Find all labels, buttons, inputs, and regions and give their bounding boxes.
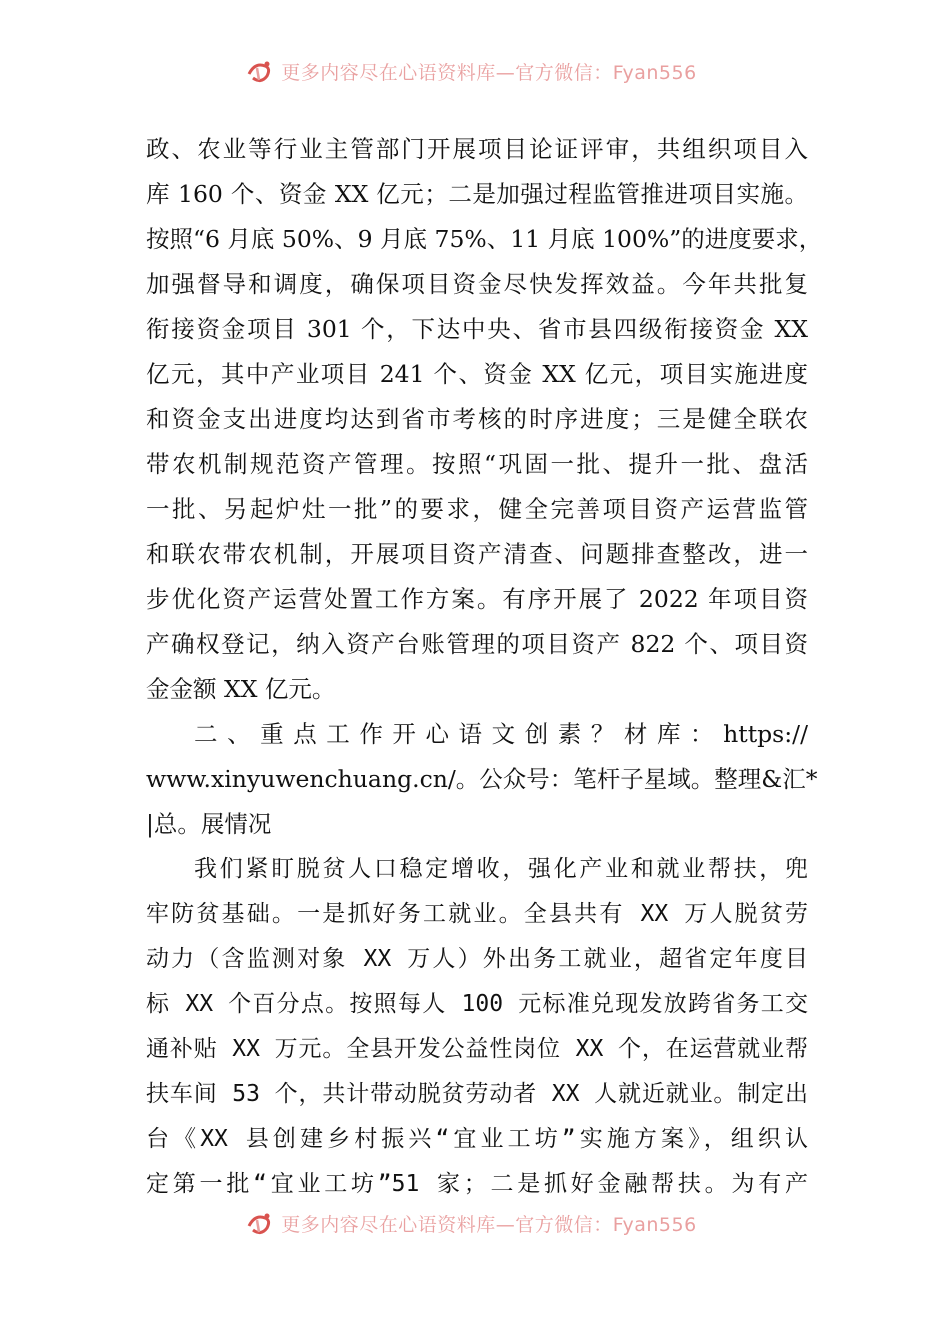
text-line: 带农机制规范资产管理。按照“巩固一批、提升一批、盘活: [146, 450, 808, 478]
text-line: 按照“6 月底 50%、9 月底 75%、11 月底 100%”的进度要求，: [146, 225, 823, 253]
watermark-text: 更多内容尽在心语资料库—官方微信：Fyan556: [281, 61, 697, 84]
text-line: 我们紧盯脱贫人口稳定增收，强化产业和就业帮扶，兜: [194, 856, 808, 882]
text-line: 金金额 XX 亿元。: [146, 675, 336, 703]
text-line: 政、农业等行业主管部门开展项目论证评审，共组织项目入: [146, 135, 808, 163]
logo-icon: [245, 1210, 275, 1236]
text-line: 一批、另起炉灶一批”的要求，健全完善项目资产运营监管: [146, 495, 808, 523]
text-line: 库 160 个、资金 XX 亿元；二是加强过程监管推进项目实施。: [146, 180, 808, 208]
text-line: 标 XX 个百分点。按照每人 100 元标准兑现发放跨省务工交: [146, 991, 808, 1017]
watermark-text: 更多内容尽在心语资料库—官方微信：Fyan556: [281, 1213, 697, 1236]
text-line: 步优化资产运营处置工作方案。有序开展了 2022 年项目资: [146, 585, 808, 613]
document-body: [146, 127, 823, 1207]
paragraph-employment-support: [146, 847, 808, 1207]
section-heading: [146, 712, 818, 847]
text-line: 加强督导和调度，确保项目资金尽快发挥效益。今年共批复: [146, 270, 808, 298]
text-line: 动力（含监测对象 XX 万人）外出务工就业，超省定年度目: [146, 946, 808, 972]
heading-line: www.xinyuwenchuang.cn/。公众号：笔杆子星域。整理&汇*: [146, 765, 818, 793]
text-line: 定第一批“宜业工坊”51 家；二是抓好金融帮扶。为有产: [146, 1171, 808, 1197]
text-line: 和资金支出进度均达到省市考核的时序进度；三是健全联农: [146, 405, 808, 433]
heading-line: 二、重点工作开心语文创素？材库：https://: [194, 720, 808, 748]
header-watermark: [0, 56, 950, 86]
text-line: 通补贴 XX 万元。全县开发公益性岗位 XX 个，在运营就业帮: [146, 1036, 808, 1062]
footer-watermark: [0, 1208, 950, 1238]
text-line: 衔接资金项目 301 个，下达中央、省市县四级衔接资金 XX: [146, 315, 808, 343]
heading-line: |总。展情况: [146, 810, 272, 838]
text-line: 扶车间 53 个，共计带动脱贫劳动者 XX 人就近就业。制定出: [146, 1081, 808, 1107]
text-line: 产确权登记，纳入资产台账管理的项目资产 822 个、项目资: [146, 630, 808, 658]
text-line: 台《XX 县创建乡村振兴“宜业工坊”实施方案》，组织认: [146, 1126, 808, 1152]
paragraph-project-management: [146, 127, 823, 712]
logo-icon: [245, 58, 275, 84]
text-line: 牢防贫基础。一是抓好务工就业。全县共有 XX 万人脱贫劳: [146, 901, 808, 927]
text-line: 和联农带农机制，开展项目资产清查、问题排查整改，进一: [146, 540, 808, 568]
text-line: 亿元，其中产业项目 241 个、资金 XX 亿元，项目实施进度: [146, 360, 808, 388]
